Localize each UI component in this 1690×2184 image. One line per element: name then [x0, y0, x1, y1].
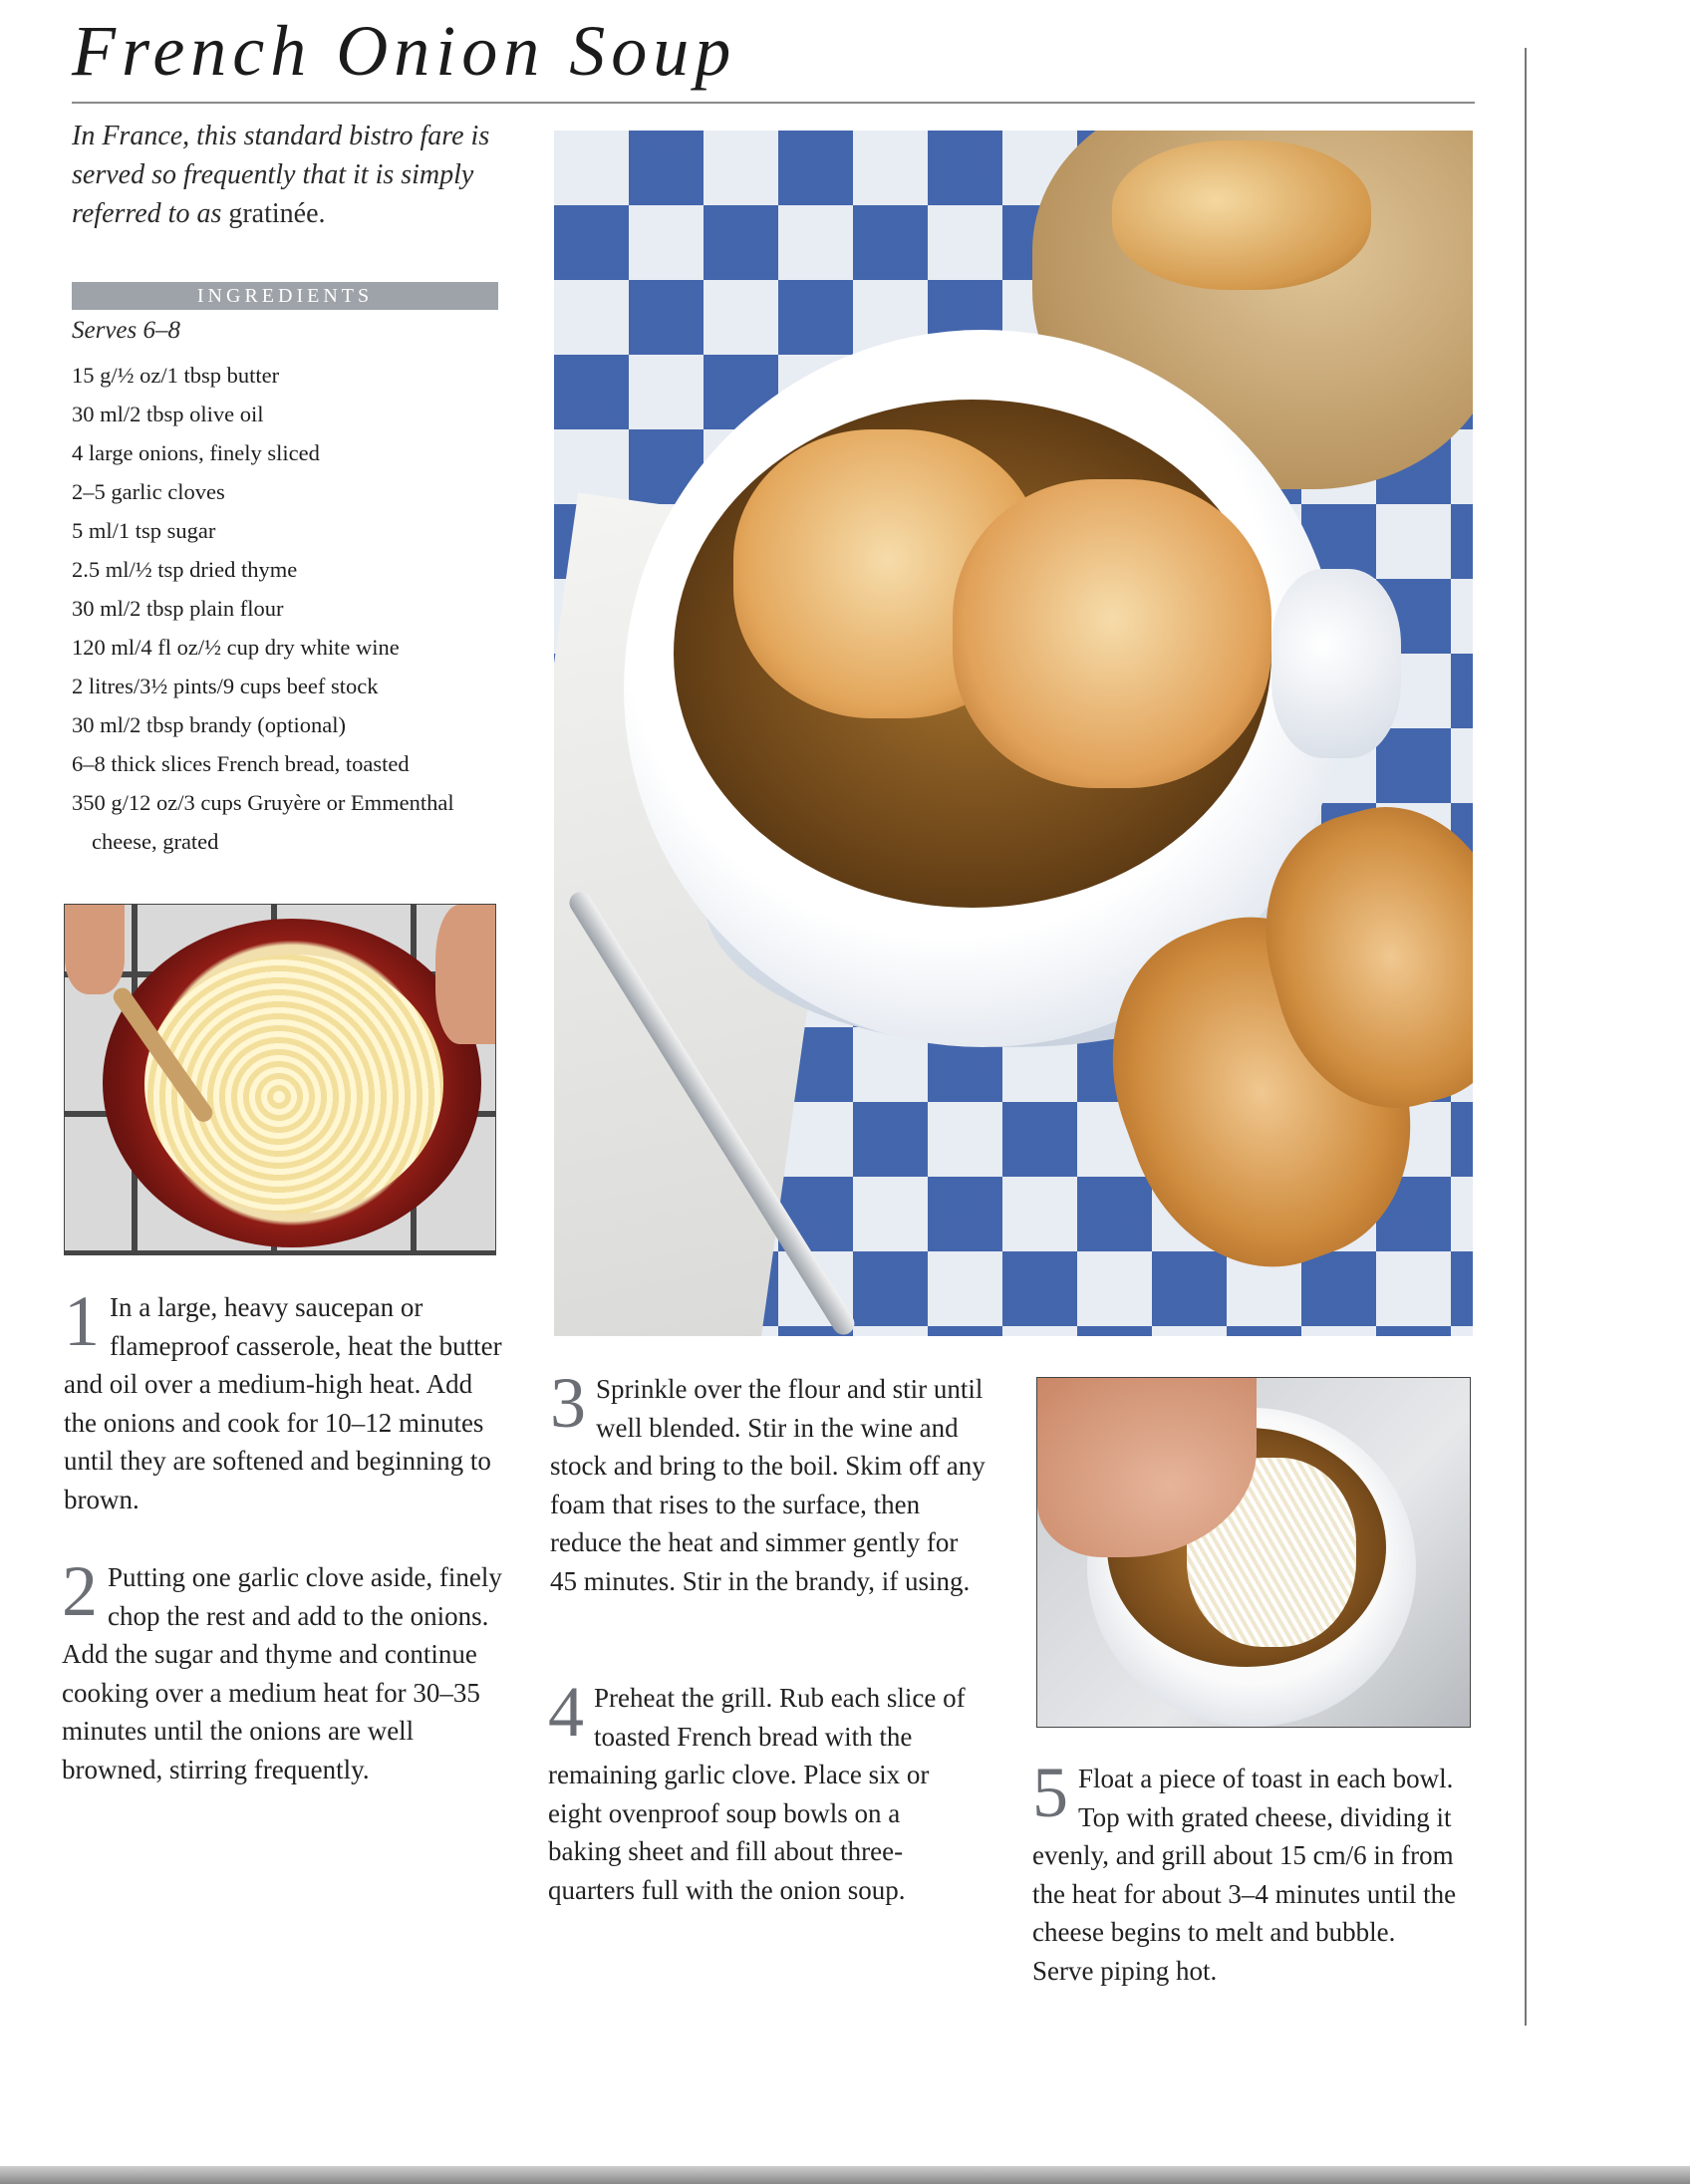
ingredient-item [72, 783, 510, 861]
intro-gratinee: gratinée. [228, 198, 326, 229]
grated-cheese-bowl-photo [1036, 1377, 1471, 1728]
ingredient-item: 5 ml/1 tsp sugar [72, 518, 216, 543]
step-number: 5 [1032, 1753, 1068, 1832]
onions-in-pan-photo [64, 904, 496, 1255]
ingredient-item: 120 ml/4 fl oz/½ cup dry white wine [72, 635, 400, 660]
ingredient-item: 30 ml/2 tbsp olive oil [72, 402, 264, 426]
ingredient-item: 2.5 ml/½ tsp dried thyme [72, 557, 298, 582]
ingredients-list [72, 356, 510, 861]
step-2 [62, 1551, 505, 1788]
step-number: 4 [548, 1672, 584, 1752]
ingredient-item-text: 350 g/12 oz/3 cups Gruyère or Emmenthal [72, 790, 454, 815]
step-number: 1 [64, 1281, 100, 1361]
step-text: Float a piece of toast in each bowl. Top with grated cheese, dividing it evenly, and grill about 15 cm/6 in from the heat for about 3–4 minutes until the cheese begins to melt and bubble. Serve piping hot. [1032, 1764, 1457, 1986]
intro-text [72, 117, 510, 233]
ingredients-heading: INGREDIENTS [72, 282, 498, 310]
step-5 [1032, 1753, 1461, 1990]
ingredient-item: 6–8 thick slices French bread, toasted [72, 751, 410, 776]
ingredient-item: 2 litres/3½ pints/9 cups beef stock [72, 674, 379, 698]
cheese-toast-right [953, 479, 1271, 788]
soup-bowl-hero-photo [554, 131, 1473, 1336]
bowl-handle [1271, 569, 1401, 758]
ingredient-item: 2–5 garlic cloves [72, 479, 225, 504]
title-rule [72, 102, 1475, 104]
step-text: Sprinkle over the flour and stir until well blended. Stir in the wine and stock and bring to the boil. Skim off any foam that rises to the surface, then reduce the heat and simmer gently for 45 minutes. Stir in the brandy, if using. [550, 1374, 986, 1596]
intro-italic: In France, this standard bistro fare is served so frequently that it is simply referred to as [72, 121, 490, 229]
page-title: French Onion Soup [72, 11, 737, 91]
serves-label: Serves 6–8 [72, 317, 180, 344]
right-hand [435, 905, 495, 1044]
step-text: In a large, heavy saucepan or flameproof casserole, heat the butter and oil over a medium-high heat. Add the onions and cook for 10–12 minutes until they are softened and beginning to brown. [64, 1292, 502, 1514]
basket-bread [1112, 140, 1371, 290]
step-1 [64, 1281, 502, 1518]
page-bottom-edge [0, 2166, 1690, 2184]
ingredient-item: 30 ml/2 tbsp brandy (optional) [72, 712, 346, 737]
step-number: 2 [62, 1551, 98, 1631]
step-text: Putting one garlic clove aside, finely chop the rest and add to the onions. Add the sugar and thyme and continue cooking over a medium heat for 30–35 minutes until the onions are well browned, stirring frequently. [62, 1562, 502, 1784]
page-edge-rule [1525, 48, 1527, 2026]
step-4 [548, 1672, 977, 1909]
step-3 [550, 1363, 988, 1600]
ingredient-item: 4 large onions, finely sliced [72, 440, 320, 465]
ingredient-item: 15 g/½ oz/1 tbsp butter [72, 363, 280, 388]
left-hand [65, 905, 125, 994]
step-number: 3 [550, 1363, 586, 1443]
ingredient-item: 30 ml/2 tbsp plain flour [72, 596, 284, 621]
step-text: Preheat the grill. Rub each slice of toasted French bread with the remaining garlic clove. Place six or eight ovenproof soup bowls on a baking sheet and fill about three-quarters full with the onion soup. [548, 1683, 966, 1905]
ingredient-item-continuation: cheese, grated [92, 829, 219, 854]
